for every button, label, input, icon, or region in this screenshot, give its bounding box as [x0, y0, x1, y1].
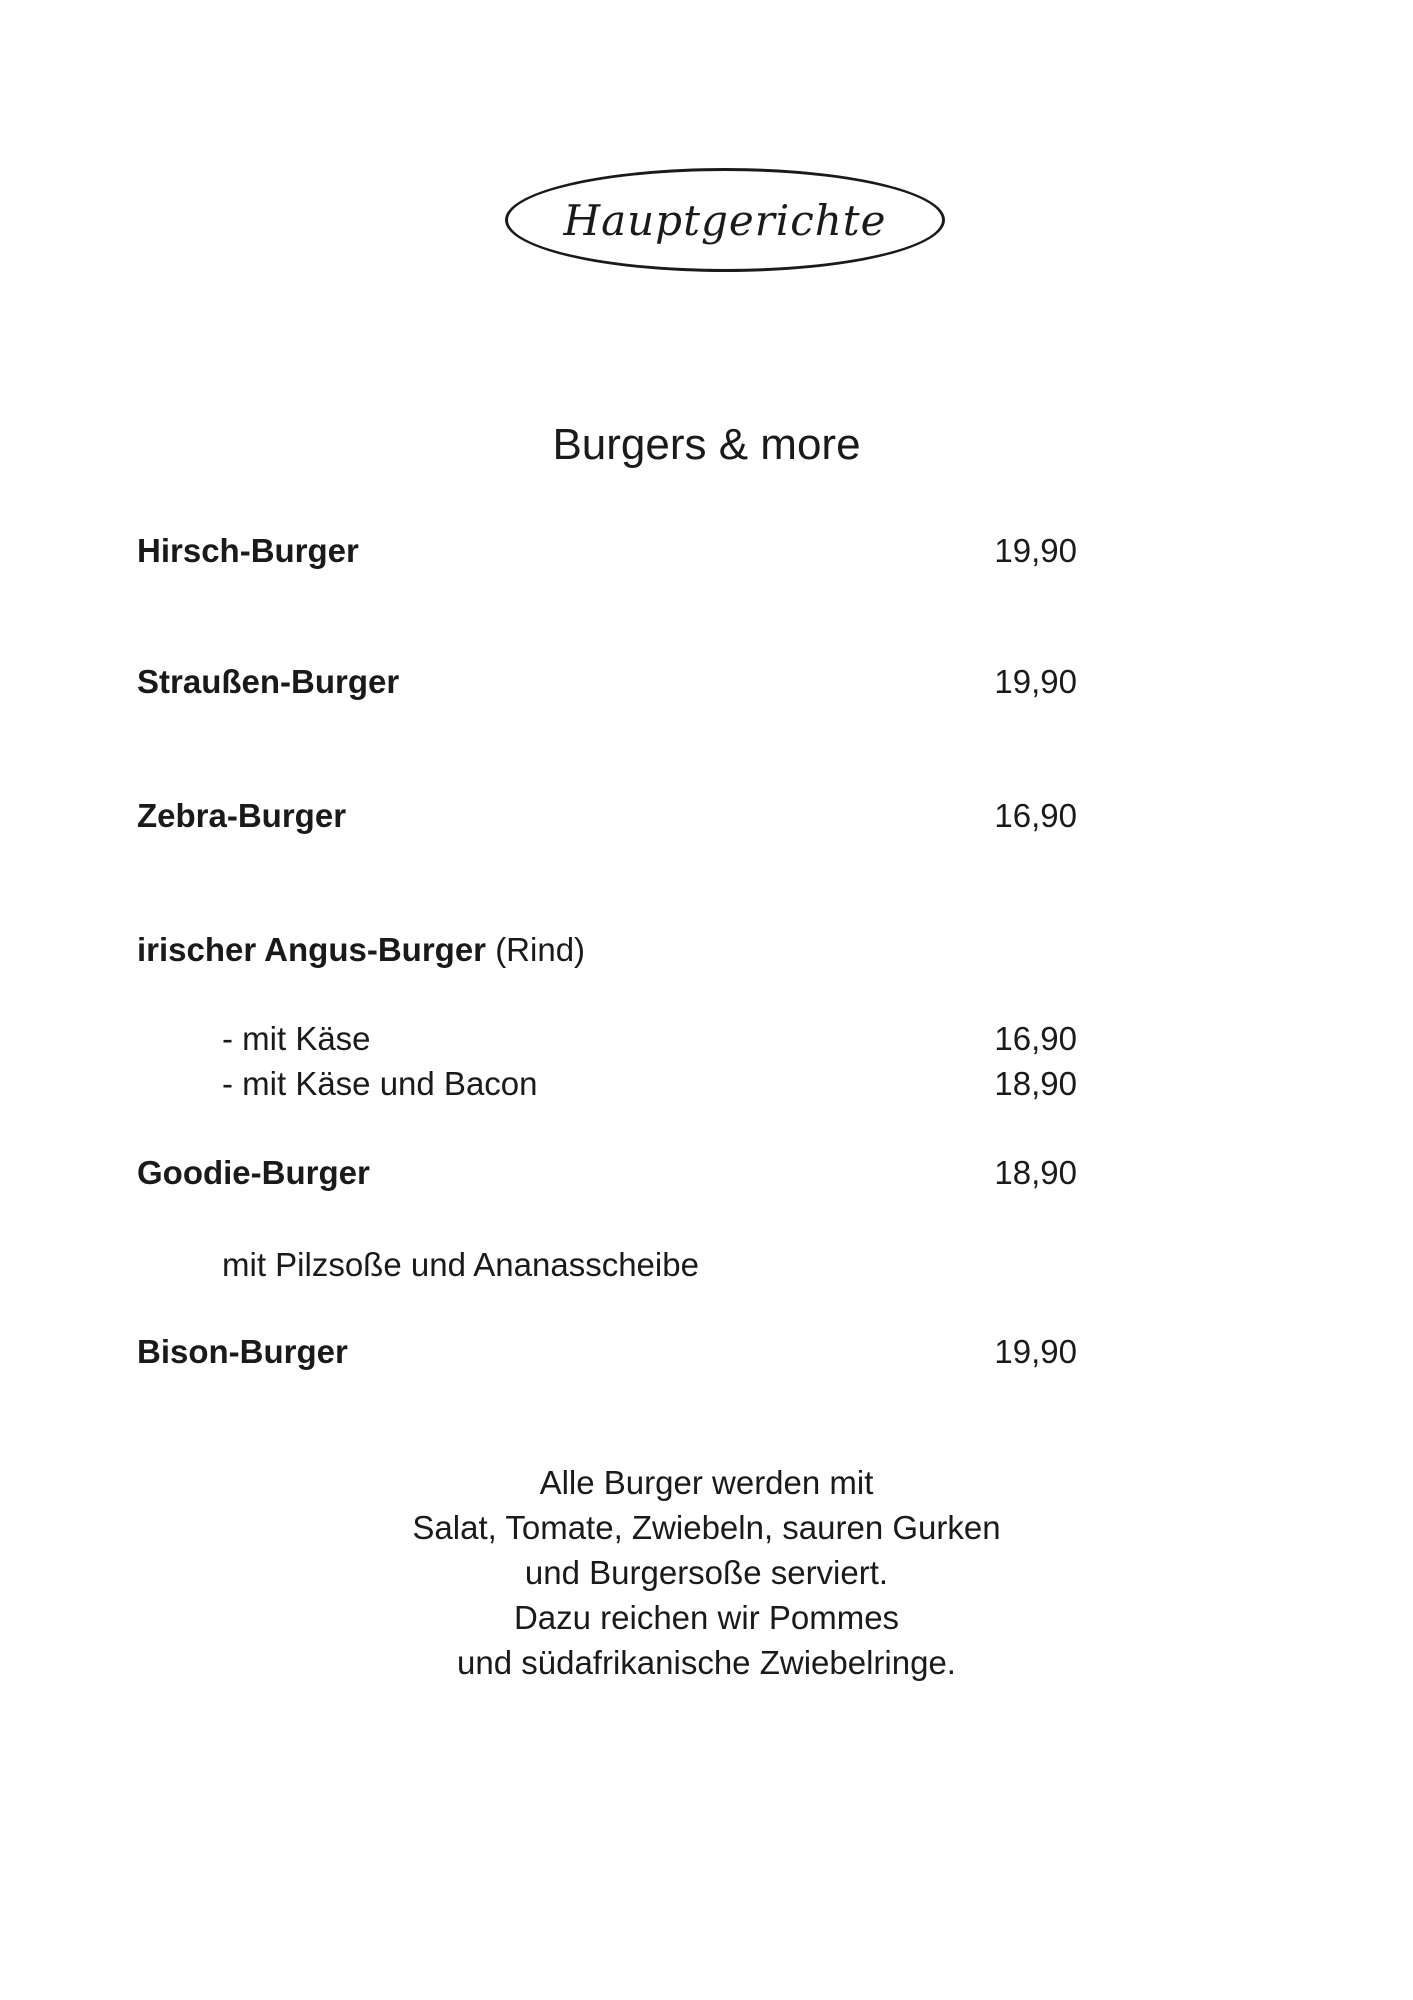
item-note: (Rind)	[495, 931, 586, 968]
item-price: 19,90	[994, 1333, 1077, 1370]
menu-item-zebra-burger	[137, 794, 1077, 838]
item-price: 18,90	[994, 1154, 1077, 1191]
item-name: irischer Angus-Burger	[137, 931, 487, 968]
footer-note	[0, 1460, 1413, 1685]
item-name: Zebra-Burger	[137, 797, 347, 834]
menu-item-goodie-burger	[137, 1151, 1077, 1195]
option-label: - mit Käse	[222, 1020, 371, 1057]
option-label: - mit Käse und Bacon	[222, 1065, 538, 1102]
menu-item-angus-burger	[137, 928, 1077, 972]
footer-line: und Burgersoße serviert.	[524, 1554, 889, 1591]
item-price: 19,90	[994, 663, 1077, 700]
footer-line: Alle Burger werden mit	[539, 1464, 874, 1501]
option-price: 18,90	[994, 1065, 1077, 1102]
menu-item-hirsch-burger	[137, 529, 1077, 573]
section-heading: Burgers & more	[552, 420, 861, 469]
item-description: mit Pilzsoße und Ananasscheibe	[222, 1246, 699, 1283]
item-name: Goodie-Burger	[137, 1154, 370, 1191]
option-price: 16,90	[994, 1020, 1077, 1057]
title-oval	[505, 168, 945, 272]
item-price: 19,90	[994, 532, 1077, 569]
item-name: Bison-Burger	[137, 1333, 348, 1370]
menu-item-straussen-burger	[137, 660, 1077, 704]
item-name: Straußen-Burger	[137, 663, 400, 700]
footer-line: Dazu reichen wir Pommes	[513, 1599, 900, 1636]
footer-line: und südafrikanische Zwiebelringe.	[457, 1644, 956, 1681]
menu-item-bison-burger	[137, 1330, 1077, 1374]
item-title	[137, 931, 585, 969]
footer-line: Salat, Tomate, Zwiebeln, sauren Gurken	[412, 1509, 1001, 1546]
item-name: Hirsch-Burger	[137, 532, 359, 569]
menu-option-mit-kaese	[222, 1017, 1077, 1061]
menu-option-mit-kaese-und-bacon	[222, 1062, 1077, 1106]
page-title: Hauptgerichte	[563, 195, 887, 245]
item-price: 16,90	[994, 797, 1077, 834]
